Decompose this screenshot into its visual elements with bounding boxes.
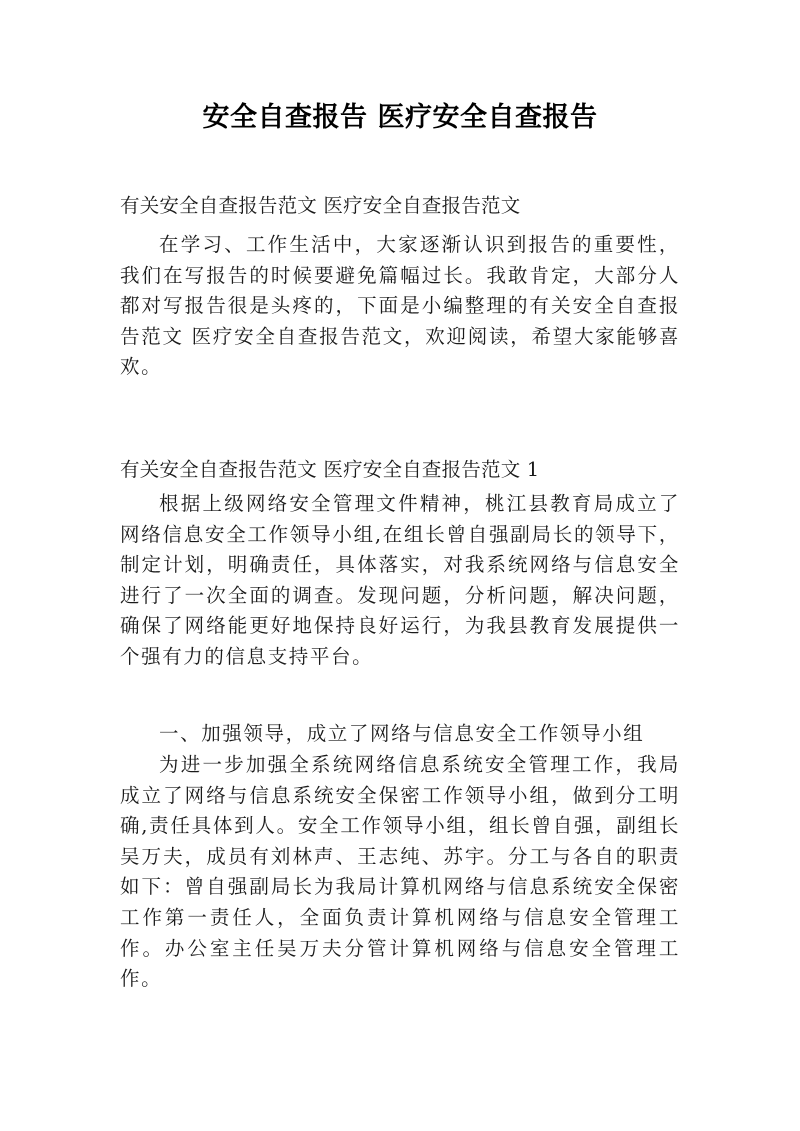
document-title: 安全自查报告 医疗安全自查报告: [202, 102, 598, 133]
section-1-heading: 有关安全自查报告范文 医疗安全自查报告范文 1: [120, 458, 540, 481]
subsection-1-heading: 一、加强领导，成立了网络与信息安全工作领导小组: [159, 722, 645, 745]
section-1-paragraph: 根据上级网络安全管理文件精神，桃江县教育局成立了网络信息安全工作领导小组,在组长曾自强副局长的领导下，制定计划，明确责任，具体落实，对我系统网络与信息安全进行了一次全面的调查。发现问题，分析问题，解决问题，确保了网络能更好地保持良好运行，为我县教育发展提供一个强有力的信息支持平台。: [120, 492, 680, 668]
intro-paragraph: 在学习、工作生活中，大家逐渐认识到报告的重要性，我们在写报告的时候要避免篇幅过长。我敢肯定，大部分人都对写报告很是头疼的，下面是小编整理的有关安全自查报告范文 医疗安全自查报告范文，欢迎阅读，希望大家能够喜欢。: [120, 233, 680, 379]
intro-heading: 有关安全自查报告范文 医疗安全自查报告范文: [120, 194, 521, 217]
subsection-1-paragraph: 为进一步加强全系统网络信息系统安全管理工作，我局成立了网络与信息系统安全保密工作领导小组，做到分工明确,责任具体到人。安全工作领导小组，组长曾自强，副组长吴万夫，成员有刘林声、王志纯、苏宇。分工与各自的职责如下：曾自强副局长为我局计算机网络与信息系统安全保密工作第一责任人，全面负责计算机网络与信息安全管理工作。办公室主任吴万夫分管计算机网络与信息安全管理工作。: [120, 753, 680, 991]
